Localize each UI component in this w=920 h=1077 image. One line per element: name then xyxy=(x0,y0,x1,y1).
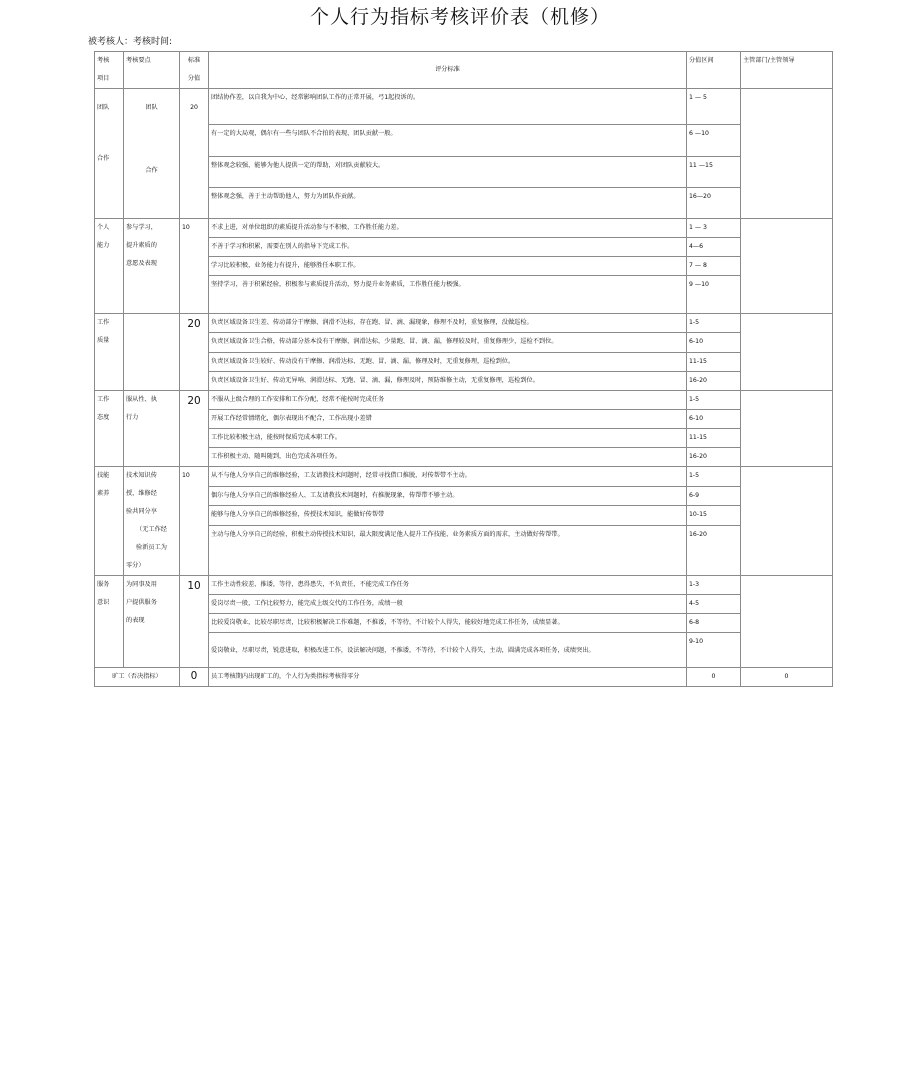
criteria-cell: 团结协作差，以自我为中心，经常影响团队工作的正常开展，弓1起投诉的。 xyxy=(209,89,687,125)
absence-score: 0 xyxy=(180,668,209,687)
table-row xyxy=(95,89,833,125)
criteria-cell: 员工考核期内出现旷工的，个人行为类指标考核得零分 xyxy=(209,668,687,687)
point-skill: 技术知识传 授，维修经 验共同分享 （无工作经 验新员工为 零分） xyxy=(124,467,180,576)
criteria-cell: 爱岗敬业，尽职尽责，锐意进取，积极改进工作，设法解决问题，不推诿，不等待，不计较个人得失，主动，圆满完成各项任务，成绩突出。 xyxy=(209,633,687,668)
leader-cell xyxy=(741,89,833,219)
range-cell: 7 — 8 xyxy=(687,257,741,276)
header-leader: 主管部门/主管领导 xyxy=(741,52,833,89)
header-row xyxy=(95,52,833,89)
assessee-line: 被考核人：考核时间: xyxy=(88,37,173,47)
score-quality: 20 xyxy=(180,314,209,391)
table-row xyxy=(95,467,833,487)
range-cell: 10-15 xyxy=(687,506,741,526)
criteria-cell: 不求上进，对单位组织的素质提升活动参与不积极，工作胜任能力差。 xyxy=(209,219,687,238)
point-service: 为同事及用 户提供服务 的表现 xyxy=(124,576,180,668)
range-cell: 0 xyxy=(687,668,741,687)
item-team: 团队 合作 xyxy=(95,89,124,219)
criteria-cell: 工作比较积极主动，能按时保质完成本职工作。 xyxy=(209,429,687,448)
criteria-cell: 负责区域设备卫生较好、传动没有干摩擦、润滑达标、无跑、冒、滴、漏，修理及时，无重复修理，巡检到位。 xyxy=(209,353,687,372)
score-team: 20 xyxy=(180,89,209,219)
criteria-cell: 开展工作经常情绪化，偶尔表现出不配合，工作出现小差错 xyxy=(209,410,687,429)
table-row xyxy=(95,576,833,595)
criteria-cell: 负责区域设备卫生合格，传动部分基本没有干摩擦，润滑达标，少量跑、冒、滴、漏，修理较及时，重复修理少，巡检不到位。 xyxy=(209,333,687,353)
absence-label: 旷工（否决指标） xyxy=(95,668,180,687)
range-cell: 1-5 xyxy=(687,467,741,487)
point-attitude: 服从性、执 行力 xyxy=(124,391,180,467)
header-range: 分值区间 xyxy=(687,52,741,89)
criteria-cell: 整体观念强，善于主动帮助他人，努力为团队作贡献。 xyxy=(209,188,687,219)
range-cell: 6 —10 xyxy=(687,125,741,157)
point-quality xyxy=(124,314,180,391)
range-cell: 16—20 xyxy=(687,188,741,219)
criteria-cell: 整体观念较强，能够为他人提供一定的帮助，对团队贡献较大。 xyxy=(209,157,687,188)
table-row xyxy=(95,314,833,333)
range-cell: 6-8 xyxy=(687,614,741,633)
criteria-cell: 负责区域设备卫生差、传动部分干摩擦、润滑不达标，存在跑、冒、滴、漏现象，修理不及时，重复修理，没做巡检。 xyxy=(209,314,687,333)
item-skill: 技能 素养 xyxy=(95,467,124,576)
criteria-cell: 偶尔与他人分享自己的维修经验人、工友请教技术问题时，有推脱现象，传帮带不够主动。 xyxy=(209,486,687,506)
range-cell: 1-3 xyxy=(687,576,741,595)
table-row xyxy=(95,219,833,238)
range-cell: 6-10 xyxy=(687,333,741,353)
score-service: 10 xyxy=(180,576,209,668)
range-cell: 1-5 xyxy=(687,314,741,333)
range-cell: 6-10 xyxy=(687,410,741,429)
range-cell: 9-10 xyxy=(687,633,741,668)
table-row xyxy=(95,391,833,410)
leader-cell xyxy=(741,219,833,314)
range-cell: 16-20 xyxy=(687,372,741,391)
header-criteria: 评分标准 xyxy=(209,52,687,89)
range-cell: 16-20 xyxy=(687,448,741,467)
point-ability: 参与学习， 提升素质的 意愿及表现 xyxy=(124,219,180,314)
leader-cell xyxy=(741,391,833,467)
range-cell: 16-20 xyxy=(687,526,741,576)
score-skill: 10 xyxy=(180,467,209,576)
range-cell: 4—6 xyxy=(687,238,741,257)
range-cell: 11-15 xyxy=(687,353,741,372)
range-cell: 1 — 5 xyxy=(687,89,741,125)
score-attitude: 20 xyxy=(180,391,209,467)
header-item: 考核 项目 xyxy=(95,52,124,89)
criteria-cell: 负责区域设备卫生好、传动无异响、润滑达标、无跑、冒、滴、漏，修理及时，预防维修主动，无重复修理，巡检到位。 xyxy=(209,372,687,391)
leader-cell xyxy=(741,314,833,391)
evaluation-table xyxy=(94,51,833,687)
criteria-cell: 工作积极主动、随叫随到，出色完成各项任务。 xyxy=(209,448,687,467)
criteria-cell: 能够与他人分享自己的维修经验，传授技术知识，能做好传帮带 xyxy=(209,506,687,526)
item-attitude: 工作 态度 xyxy=(95,391,124,467)
header-point: 考核要点 xyxy=(124,52,180,89)
score-ability: 10 xyxy=(180,219,209,314)
criteria-cell: 坚持学习，善于积累经验，积极参与素质提升活动，努力提升业务素质，工作胜任能力极强。 xyxy=(209,276,687,314)
criteria-cell: 从不与他人分享自己的维修经验，工友请教技术问题时，经常寻找借口推脱，对传帮带不主动。 xyxy=(209,467,687,487)
table-row xyxy=(95,668,833,687)
criteria-cell: 学习比较积极，业务能力有提升，能够胜任本职工作。 xyxy=(209,257,687,276)
range-cell: 6-9 xyxy=(687,486,741,506)
range-cell: 11-15 xyxy=(687,429,741,448)
page-title: 个人行为指标考核评价表（机修） xyxy=(309,6,610,28)
criteria-cell: 工作主动性较差、推诿，等待，患得患失，不负责任，不能完成工作任务 xyxy=(209,576,687,595)
range-cell: 1-5 xyxy=(687,391,741,410)
item-ability: 个人 能力 xyxy=(95,219,124,314)
range-cell: 4-5 xyxy=(687,595,741,614)
leader-cell xyxy=(741,576,833,668)
criteria-cell: 不善于学习和积累，需要在别人的指导下完成工作。 xyxy=(209,238,687,257)
criteria-cell: 有一定的大局观，偶尔有一些与团队不合拍的表现，团队贡献一般。 xyxy=(209,125,687,157)
item-quality: 工作 质量 xyxy=(95,314,124,391)
leader-cell: 0 xyxy=(741,668,833,687)
range-cell: 9 —10 xyxy=(687,276,741,314)
range-cell: 1 — 3 xyxy=(687,219,741,238)
criteria-cell: 主动与他人分享自己的经验，积极主动传授技术知识，最大限度满足他人提升工作技能、业务素质方面的需求，主动做好传帮带。 xyxy=(209,526,687,576)
criteria-cell: 爱岗尽责一般，工作比较努力，能完成上级交代的工作任务，成绩一般 xyxy=(209,595,687,614)
range-cell: 11 —15 xyxy=(687,157,741,188)
header-score: 标准 分值 xyxy=(180,52,209,89)
item-service: 服务 意识 xyxy=(95,576,124,668)
criteria-cell: 不服从上级合理的工作安排和工作分配，经常不能按时完成任务 xyxy=(209,391,687,410)
leader-cell xyxy=(741,467,833,576)
point-team: 团队 合作 xyxy=(124,89,180,219)
criteria-cell: 比较爱岗敬业，比较尽职尽责，比较积极解决工作难题，不推诿，不等待，不计较个人得失，能较好地完成工作任务，成绩显著。 xyxy=(209,614,687,633)
